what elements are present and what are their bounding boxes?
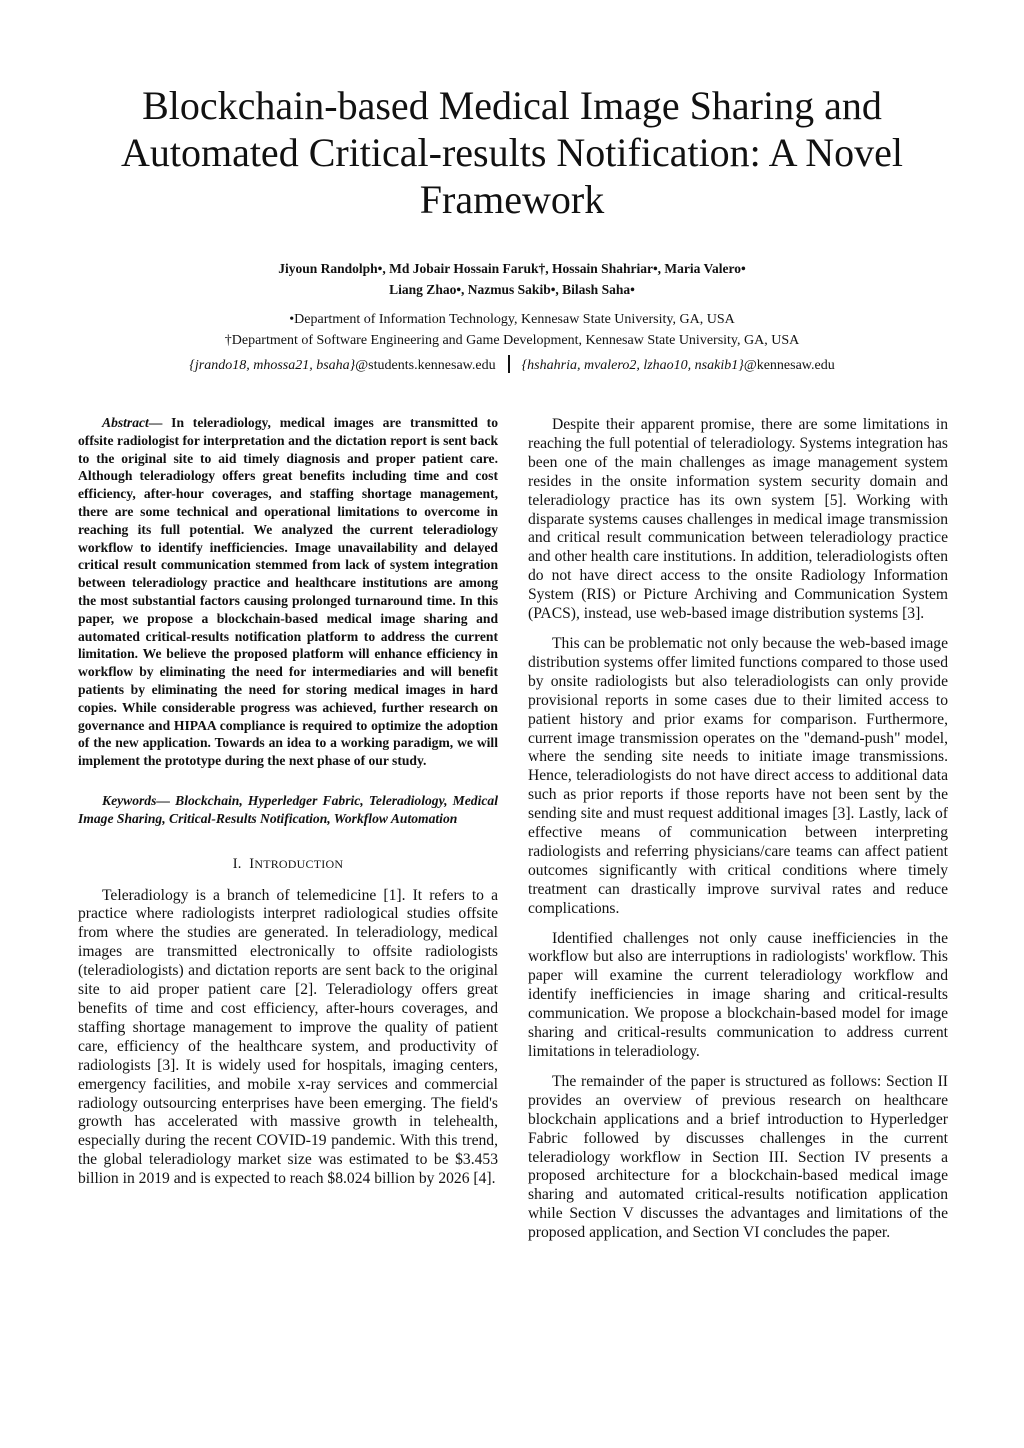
abstract: [78, 414, 498, 770]
author-list: [60, 258, 964, 300]
abstract-text: In teleradiology, medical images are transmitted to offsite radiologist for interpretation and the dictation report is sent back to the original site to aid timely diagnosis and proper patient care. Although teleradiology offers great benefits including time and cost efficiency, after-hour coverages, and staffing shortage management, there are some technical and operational limitations to overcome in reaching its full potential. We analyzed the current teleradiology workflow to identify inefficiencies. Image unavailability and delayed critical result communication stemmed from lack of system integration between teleradiology practice and healthcare institutions are among the most substantial factors causing prolonged turnaround time. In this paper, we propose a blockchain-based medical image sharing and automated critical-results notification platform to address the current limitation. We believe the proposed platform will enhance efficiency in workflow by eliminating the need for intermediaries and will benefit patients by eliminating the need for storing medical images in hard copies. While considerable progress was achieved, further research on governance and HIPAA compliance is required to optimize the adoption of the new application. Towards an idea to a working paradigm, we will implement the prototype during the next phase of our study.: [78, 415, 498, 769]
section-heading-introduction: [78, 856, 498, 873]
right-column: [528, 416, 948, 1254]
section-title-initial: I: [249, 855, 255, 872]
email-separator: [508, 355, 510, 373]
intro-paragraph-4: Identified challenges not only cause inefficiencies in the workflow but also are interruptions in radiologists' workflow. This paper will examine the current teleradiology workflow and identify inefficiencies in image sharing and critical-results communication. We propose a blockchain-based model for image sharing and critical-results communication to address current limitations in teleradiology.: [528, 929, 948, 1060]
intro-paragraph-2: Despite their apparent promise, there are some limitations in reaching the full potential of teleradiology. Systems integration has been one of the main challenges as image management system resides in the onsite information system security domain and teleradiology practice has its own system [5]. Working with disparate systems causes challenges in medical image transmission and critical result communication between teleradiology practice and other health care institutions. In addition, teleradiologists often do not have direct access to the onsite Radiology Information System (RIS) or Picture Archiving and Communication System (PACS), instead, use web-based image distribution systems [3].: [528, 416, 948, 623]
authors-line-1: Jiyoun Randolph•, Md Jobair Hossain Faruk†, Hossain Shahriar•, Maria Valero•: [278, 261, 746, 276]
authors-line-2: Liang Zhao•, Nazmus Sakib•, Bilash Saha•: [389, 282, 635, 297]
intro-paragraph-5: The remainder of the paper is structured as follows: Section II provides an overview of previous research on healthcare blockchain applications and a brief introduction to Hyperledger Fabric followed by discusses challenges in the current teleradiology workflow in Section III. Section IV presents a proposed architecture for a blockchain-based medical image sharing and automated critical-results notification application while Section V discusses the advantages and limitations of the proposed application, and Section VI concludes the paper.: [528, 1072, 948, 1242]
email-group-2-users: {hshahria, mvalero2, lzhao10, nsakib1}: [521, 358, 744, 373]
abstract-label: Abstract—: [102, 415, 163, 430]
keywords: Keywords— Blockchain, Hyperledger Fabric, Teleradiology, Medical Image Sharing, Critical-Results Notification, Workflow Automation: [78, 792, 498, 826]
email-group-1-users: {jrando18, mhossa21, bsaha}: [189, 358, 356, 373]
section-title-rest: NTRODUCTION: [254, 856, 344, 871]
affiliations: [40, 309, 984, 351]
author-emails: [40, 355, 984, 376]
email-group-1-domain: @students.kennesaw.edu: [355, 358, 496, 373]
affiliation-1: •Department of Information Technology, Kennesaw State University, GA, USA: [289, 312, 735, 327]
affiliation-2: †Department of Software Engineering and Game Development, Kennesaw State University, GA, USA: [224, 333, 800, 348]
intro-paragraph-3: This can be problematic not only because the web-based image distribution systems offer limited functions compared to those used by onsite radiologists but also teleradiologists can only provide provisional reports in some cases due to their limited access to patient history and prior exams for comparison. Furthermore, current image transmission operates on the "demand-push" model, where the sending site needs to initiate image transmissions. Hence, teleradiologists do not have direct access to additional data such as prior reports if those reports have not been sent by the sending site and must request additional images [3]. Lastly, lack of effective means of communication between interpreting radiologists and referring physicians/care teams can affect patient outcomes significantly with critical conditions where timely treatment can drastically improve survival rates and reduce complications.: [528, 634, 948, 917]
intro-paragraph-1: Teleradiology is a branch of telemedicine [1]. It refers to a practice where radiologists interpret radiological studies offsite from where the studies are generated. In teleradiology, medical images are transmitted electronically to offsite radiologists (teleradiologists) and dictation reports are sent back to the original site to aid proper patient care [2]. Teleradiology offers great benefits of time and cost efficiency, after-hours coverages, and staffing shortage management to improve the quality of patient care, efficiency of the healthcare system, and productivity of radiologists [3]. It is widely used for hospitals, imaging centers, emergency facilities, and mobile x-ray services and commercial radiology outsourcing enterprises have been emerging. The field's growth has accelerated with massive growth in telehealth, especially during the recent COVID-19 pandemic. With this trend, the global teleradiology market size was estimated to be $3.453 billion in 2019 and is expected to reach $8.024 billion by 2026 [4].: [78, 886, 498, 1188]
paper-title: Blockchain-based Medical Image Sharing and Automated Critical-results Notification: A Novel Framework: [120, 83, 904, 222]
email-group-2-domain: @kennesaw.edu: [743, 358, 835, 373]
left-column: [78, 414, 498, 1199]
section-numeral: I.: [232, 855, 242, 872]
